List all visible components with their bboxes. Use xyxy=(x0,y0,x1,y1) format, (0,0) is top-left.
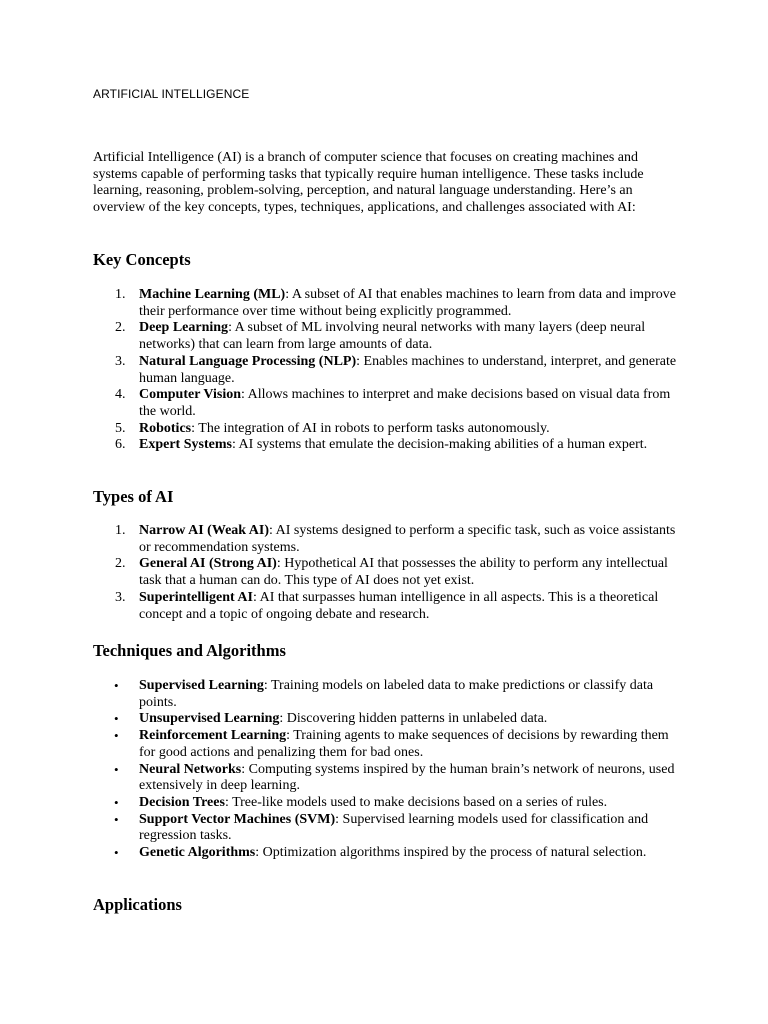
list-item xyxy=(93,845,683,862)
list-item xyxy=(93,762,683,795)
list-item-text: : AI systems designed to perform a specific task, such as voice assistants or recommendation systems. xyxy=(139,523,676,555)
types-of-ai-list xyxy=(93,523,683,623)
list-item-term: Neural Networks xyxy=(139,761,242,777)
list-item-term: Unsupervised Learning xyxy=(139,711,280,727)
list-item xyxy=(93,421,683,438)
list-item xyxy=(93,287,683,320)
list-item xyxy=(93,678,683,711)
list-item-text: : AI that surpasses human intelligence in all aspects. This is a theoretical concept and a topic of ongoing debate and research. xyxy=(139,589,659,622)
list-item-term: Narrow AI (Weak AI) xyxy=(139,523,270,538)
list-item xyxy=(93,523,683,556)
bullet-icon: • xyxy=(114,794,119,810)
list-item-term: Machine Learning (ML) xyxy=(139,287,286,302)
list-item-text: : A subset of AI that enables machines to learn from data and improve their performance over time without being explicitly programmed. xyxy=(139,287,676,319)
list-item-text: : Enables machines to understand, interpret, and generate human language. xyxy=(139,353,677,386)
list-item-text: : The integration of AI in robots to perform tasks autonomously. xyxy=(191,420,550,436)
heading-types-of-ai: Types of AI xyxy=(93,487,174,506)
list-item xyxy=(93,320,683,353)
list-item-term: Genetic Algorithms xyxy=(139,845,256,861)
document-title: ARTIFICIAL INTELLIGENCE xyxy=(93,87,250,101)
list-item-term: Superintelligent AI xyxy=(139,589,253,605)
list-item-text: : Training models on labeled data to make predictions or classify data points. xyxy=(139,678,654,710)
list-number: 6. xyxy=(115,437,126,453)
list-item xyxy=(93,812,683,845)
list-item-text: : Optimization algorithms inspired by the process of natural selection. xyxy=(255,845,647,861)
heading-applications: Applications xyxy=(93,895,182,914)
list-item-text: : Allows machines to interpret and make decisions based on visual data from the world. xyxy=(139,387,671,419)
list-item-term: Computer Vision xyxy=(139,387,242,403)
bullet-icon: • xyxy=(114,845,119,861)
list-item-text: : AI systems that emulate the decision-making abilities of a human expert. xyxy=(231,437,648,453)
list-item-term: Robotics xyxy=(139,420,192,436)
list-item-term: General AI (Strong AI) xyxy=(139,556,277,572)
list-item xyxy=(93,437,683,454)
list-item-text: : Training agents to make sequences of decisions by rewarding them for good actions and penalizing them for bad ones. xyxy=(139,728,669,760)
list-item xyxy=(93,354,683,387)
list-item xyxy=(93,711,683,728)
list-number: 5. xyxy=(115,420,126,436)
list-number: 4. xyxy=(115,387,126,403)
techniques-list xyxy=(93,678,683,862)
list-item-term: Natural Language Processing (NLP) xyxy=(139,353,357,369)
bullet-icon: • xyxy=(114,811,119,827)
list-item-term: Supervised Learning xyxy=(139,678,264,693)
key-concepts-list xyxy=(93,287,683,454)
list-item-term: Deep Learning xyxy=(139,320,229,336)
list-item xyxy=(93,728,683,761)
list-item-term: Reinforcement Learning xyxy=(139,728,287,744)
list-item-text: : Computing systems inspired by the human brain’s network of neurons, used extensively in deep learning. xyxy=(139,761,675,794)
list-item-term: Expert Systems xyxy=(139,437,232,453)
list-item-text: : A subset of ML involving neural networks with many layers (deep neural networks) that can learn from large amounts of data. xyxy=(139,320,646,353)
list-item xyxy=(93,556,683,589)
heading-techniques: Techniques and Algorithms xyxy=(93,641,286,660)
list-item-text: : Discovering hidden patterns in unlabeled data. xyxy=(279,711,548,727)
bullet-icon: • xyxy=(114,761,119,777)
list-item-text: : Tree-like models used to make decisions based on a series of rules. xyxy=(224,794,608,810)
list-number: 3. xyxy=(115,589,126,605)
list-item xyxy=(93,387,683,420)
list-item-term: Support Vector Machines (SVM) xyxy=(139,811,336,827)
list-number: 2. xyxy=(115,556,126,572)
bullet-icon: • xyxy=(114,728,119,744)
list-number: 1. xyxy=(115,287,126,302)
list-number: 1. xyxy=(115,523,126,538)
list-item xyxy=(93,795,683,812)
bullet-icon: • xyxy=(114,678,119,693)
heading-key-concepts: Key Concepts xyxy=(93,250,191,269)
list-item-text: : Hypothetical AI that possesses the ability to perform any intellectual task that a human can do. This type of AI does not yet exist. xyxy=(139,556,668,589)
list-item xyxy=(93,590,683,623)
intro-paragraph: Artificial Intelligence (AI) is a branch of computer science that focuses on creating machines and systems capable of performing tasks that typically require human intelligence. These tasks include learning, reasoning, problem-solving, perception, and natural language understanding. Here’s an overview of the key concepts, types, techniques, applications, and challenges associated with AI: xyxy=(93,150,644,216)
bullet-icon: • xyxy=(114,711,119,727)
list-item-text: : Supervised learning models used for classification and regression tasks. xyxy=(139,811,649,844)
list-number: 2. xyxy=(115,320,126,336)
list-number: 3. xyxy=(115,353,126,369)
list-item-term: Decision Trees xyxy=(139,794,225,810)
